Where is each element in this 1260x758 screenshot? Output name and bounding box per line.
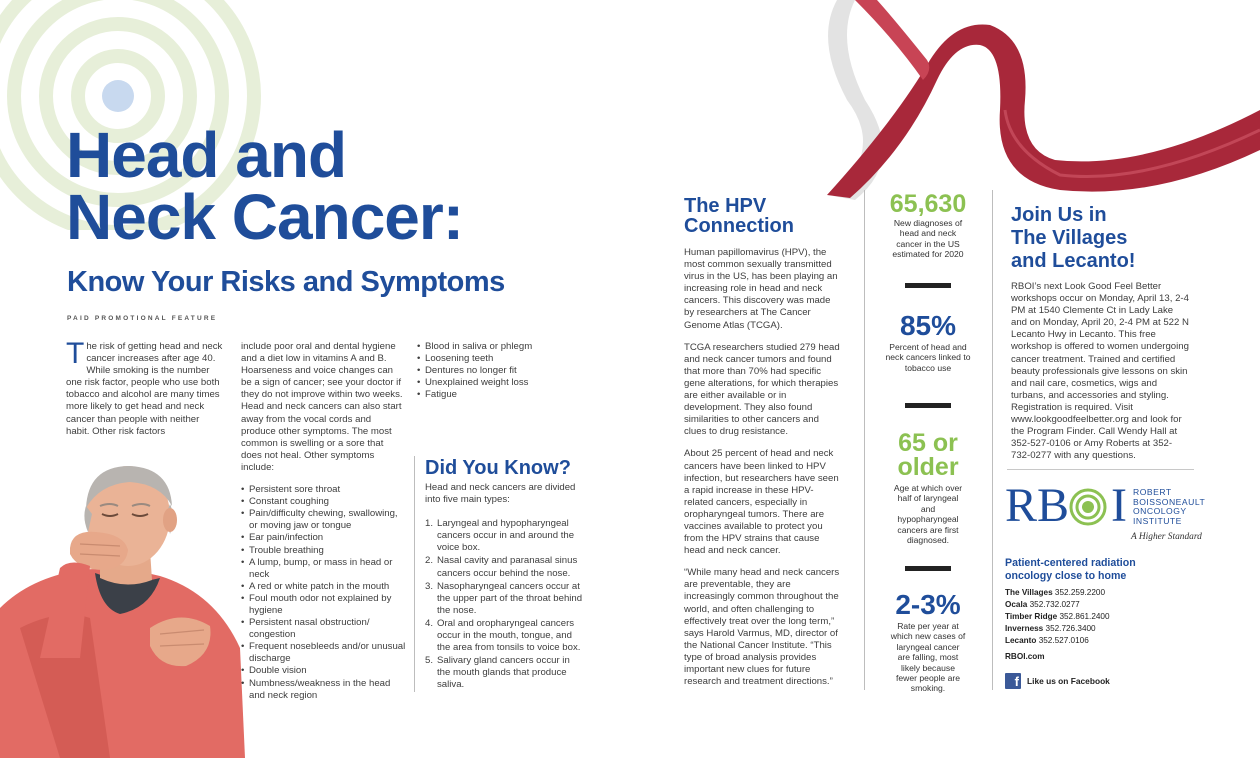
stat-divider bbox=[905, 283, 951, 288]
list-item: • Persistent nasal obstruction/ congestion bbox=[241, 617, 406, 641]
facebook-link[interactable] bbox=[1005, 673, 1110, 689]
list-item: • Unexplained weight loss bbox=[417, 377, 567, 389]
list-item: • Loosening teeth bbox=[417, 353, 567, 365]
list-item: • Fatigue bbox=[417, 389, 567, 401]
drop-cap: T bbox=[66, 337, 85, 370]
hpv-heading-line-2: Connection bbox=[684, 215, 794, 237]
page-title bbox=[66, 119, 566, 253]
list-item: 3. Nasopharyngeal cancers occur at the upper part of the throat behind the nose. bbox=[425, 580, 583, 616]
stat-description: Rate per year at which new cases of laryngeal cancer are falling, most likely because fewer people are smoking. bbox=[890, 621, 966, 694]
stat-value: 2-3% bbox=[895, 589, 961, 620]
awareness-ribbon bbox=[815, 0, 1260, 200]
stat-block bbox=[872, 192, 984, 260]
hpv-paragraph: About 25 percent of head and neck cancers have been linked to HPV infection, but researchers have seen a rapid increase in these HPV-related cancers, especially in oropharyngeal tumors. There are vaccines available to protect you from the HPV strains that cause head and neck cancer. bbox=[684, 448, 839, 557]
stat-description: New diagnoses of head and neck cancer in the US estimated for 2020 bbox=[892, 218, 964, 260]
subtitle: Know Your Risks and Symptoms bbox=[67, 266, 505, 298]
hpv-article bbox=[684, 247, 840, 688]
hpv-heading bbox=[684, 196, 794, 236]
stats-right-rule bbox=[992, 190, 993, 690]
facebook-icon: f bbox=[1005, 673, 1021, 689]
stats-left-rule bbox=[864, 190, 865, 690]
location-row: The Villages 352.259.2200 bbox=[1005, 588, 1106, 597]
did-you-know-rule bbox=[414, 456, 415, 692]
stat-block bbox=[872, 589, 984, 694]
list-item: 4. Oral and oropharyngeal cancers occur in the mouth, tongue, and the area from tonsils to voice box. bbox=[425, 617, 581, 654]
join-divider bbox=[1007, 469, 1194, 470]
stat-divider bbox=[905, 403, 951, 408]
list-item: • Frequent nosebleeds and/or unusual discharge bbox=[241, 641, 406, 665]
list-item: • Trouble breathing bbox=[241, 545, 406, 557]
list-item: • Constant coughing bbox=[241, 496, 406, 508]
list-item: • Blood in saliva or phlegm bbox=[417, 341, 567, 353]
logo-letters-rb: RB bbox=[1005, 479, 1070, 532]
intro-paragraph bbox=[66, 337, 223, 438]
symptom-list-continued bbox=[417, 341, 567, 401]
logo-name: ROBERT BOISSONEAULT ONCOLOGY INSTITUTE bbox=[1133, 487, 1206, 526]
join-heading-line-3: and Lecanto! bbox=[1011, 250, 1136, 272]
stat-block bbox=[872, 310, 984, 373]
list-item: • A red or white patch in the mouth bbox=[241, 581, 406, 593]
facebook-label: Like us on Facebook bbox=[1027, 676, 1110, 686]
stat-divider bbox=[905, 566, 951, 571]
symptoms-column-3 bbox=[417, 341, 567, 401]
stat-value: 85% bbox=[899, 310, 957, 341]
list-item: • Numbness/weakness in the head and neck region bbox=[241, 678, 406, 702]
join-paragraph: RBOI’s next Look Good Feel Better workshops occur on Monday, April 13, 2-4 PM at 1540 Clemente Ct in Lady Lake and on Monday, April 20, 2-4 PM at 522 N Lecanto Hwy in Lecanto. This free workshop is offered to women undergoing cancer treatment. Trained and certified beauty professionals give lessons on skin and nail care, cosmetics, wigs and turbans, and accessories and styling. Registration is required. Visit www.lookgoodfeelbetter.org and look for the Program Finder. Call Wendy Hall at 352-527-0106 or Amy Roberts at 352-732-0277 with any questions. bbox=[1011, 281, 1189, 462]
stat-description: Percent of head and neck cancers linked to tobacco use bbox=[885, 342, 971, 373]
did-you-know-section bbox=[425, 458, 585, 693]
cancer-types-list bbox=[425, 518, 585, 691]
rboi-tagline: Patient-centered radiation oncology close to home bbox=[1005, 557, 1136, 582]
list-item: • Double vision bbox=[241, 665, 406, 677]
join-heading-line-1: Join Us in bbox=[1011, 204, 1107, 226]
list-item: • Persistent sore throat bbox=[241, 484, 406, 496]
list-item: 5. Salivary gland cancers occur in the mouth glands that produce saliva. bbox=[425, 655, 570, 691]
stat-value: 65 or older bbox=[897, 429, 959, 481]
symptoms-intro: include poor oral and dental hygiene and a diet low in vitamins A and B. Hoarseness and voice changes can be a sign of cancer; see your doctor if they do not improve within two weeks. Head and neck cancers can also start away from the vocal cords and produce other symptoms. The most common is swelling or a sore that does not heal. Other symptoms include: bbox=[241, 341, 403, 473]
hpv-heading-line-1: The HPV bbox=[684, 195, 767, 217]
location-row: Timber Ridge 352.861.2400 bbox=[1005, 612, 1110, 621]
rboi-logo bbox=[1005, 480, 1220, 550]
list-item: • A lump, bump, or mass in head or neck bbox=[241, 557, 406, 581]
logo-tagline: A Higher Standard bbox=[1131, 532, 1202, 542]
logo-letter-i: I bbox=[1111, 479, 1127, 532]
website-link[interactable]: RBOI.com bbox=[1005, 652, 1045, 661]
stat-description: Age at which over half of laryngeal and hypopharyngeal cancers are first diagnosed. bbox=[893, 483, 963, 546]
coughing-man-photo bbox=[0, 458, 245, 758]
symptom-list bbox=[241, 484, 406, 702]
list-item: • Ear pain/infection bbox=[241, 532, 406, 544]
join-heading bbox=[1011, 204, 1211, 273]
join-heading-line-2: The Villages bbox=[1011, 227, 1128, 249]
location-list bbox=[1005, 587, 1110, 647]
did-you-know-heading: Did You Know? bbox=[425, 457, 571, 479]
title-line-2: Neck Cancer: bbox=[66, 181, 464, 253]
list-item: 1. Laryngeal and hypopharyngeal cancers occur in and around the voice box. bbox=[425, 518, 575, 554]
intro-text: he risk of getting head and neck cancer increases after age 40. While smoking is the number one risk factor, people who use both tobacco and alcohol are many times more likely to get head and neck cancer than people with neither habit. Other risk factors bbox=[66, 341, 223, 437]
stat-block bbox=[872, 431, 984, 545]
location-row: Ocala 352.732.0277 bbox=[1005, 600, 1080, 609]
title-line-1: Head and bbox=[66, 119, 347, 191]
location-row: Lecanto 352.527.0106 bbox=[1005, 636, 1089, 645]
location-row: Inverness 352.726.3400 bbox=[1005, 624, 1096, 633]
hpv-paragraph: TCGA researchers studied 279 head and neck cancer tumors and found that more than 70% had specific gene alterations, for which therapies are either available or in development. They also found similarities to other cancers and clues to drug resistance. bbox=[684, 341, 840, 438]
did-you-know-intro: Head and neck cancers are divided into five main types: bbox=[425, 482, 576, 506]
list-item: • Foul mouth odor not explained by hygiene bbox=[241, 593, 406, 617]
list-item: 2. Nasal cavity and paranasal sinus cancers occur behind the nose. bbox=[425, 555, 578, 579]
symptoms-column bbox=[241, 341, 406, 702]
stat-value: 65,630 bbox=[889, 190, 967, 218]
paid-promo-label: PAID PROMOTIONAL FEATURE bbox=[67, 315, 218, 322]
list-item: • Pain/difficulty chewing, swallowing, or moving jaw or tongue bbox=[241, 508, 406, 532]
logo-target-icon bbox=[1065, 486, 1111, 528]
list-item: • Dentures no longer fit bbox=[417, 365, 567, 377]
hpv-paragraph: Human papillomavirus (HPV), the most common sexually transmitted virus in the US, has been playing an increasing role in head and neck cancers. This discovery was made by researchers at The Cancer Genome Atlas (TCGA). bbox=[684, 247, 838, 331]
hpv-paragraph: “While many head and neck cancers are preventable, they are increasingly common throughout the world, and often challenging to effectively treat over the long term,” says Harold Varmus, MD, director of the National Cancer Institute. “This type of broad analysis provides important new clues for future research and treatment directions.” bbox=[684, 567, 840, 688]
